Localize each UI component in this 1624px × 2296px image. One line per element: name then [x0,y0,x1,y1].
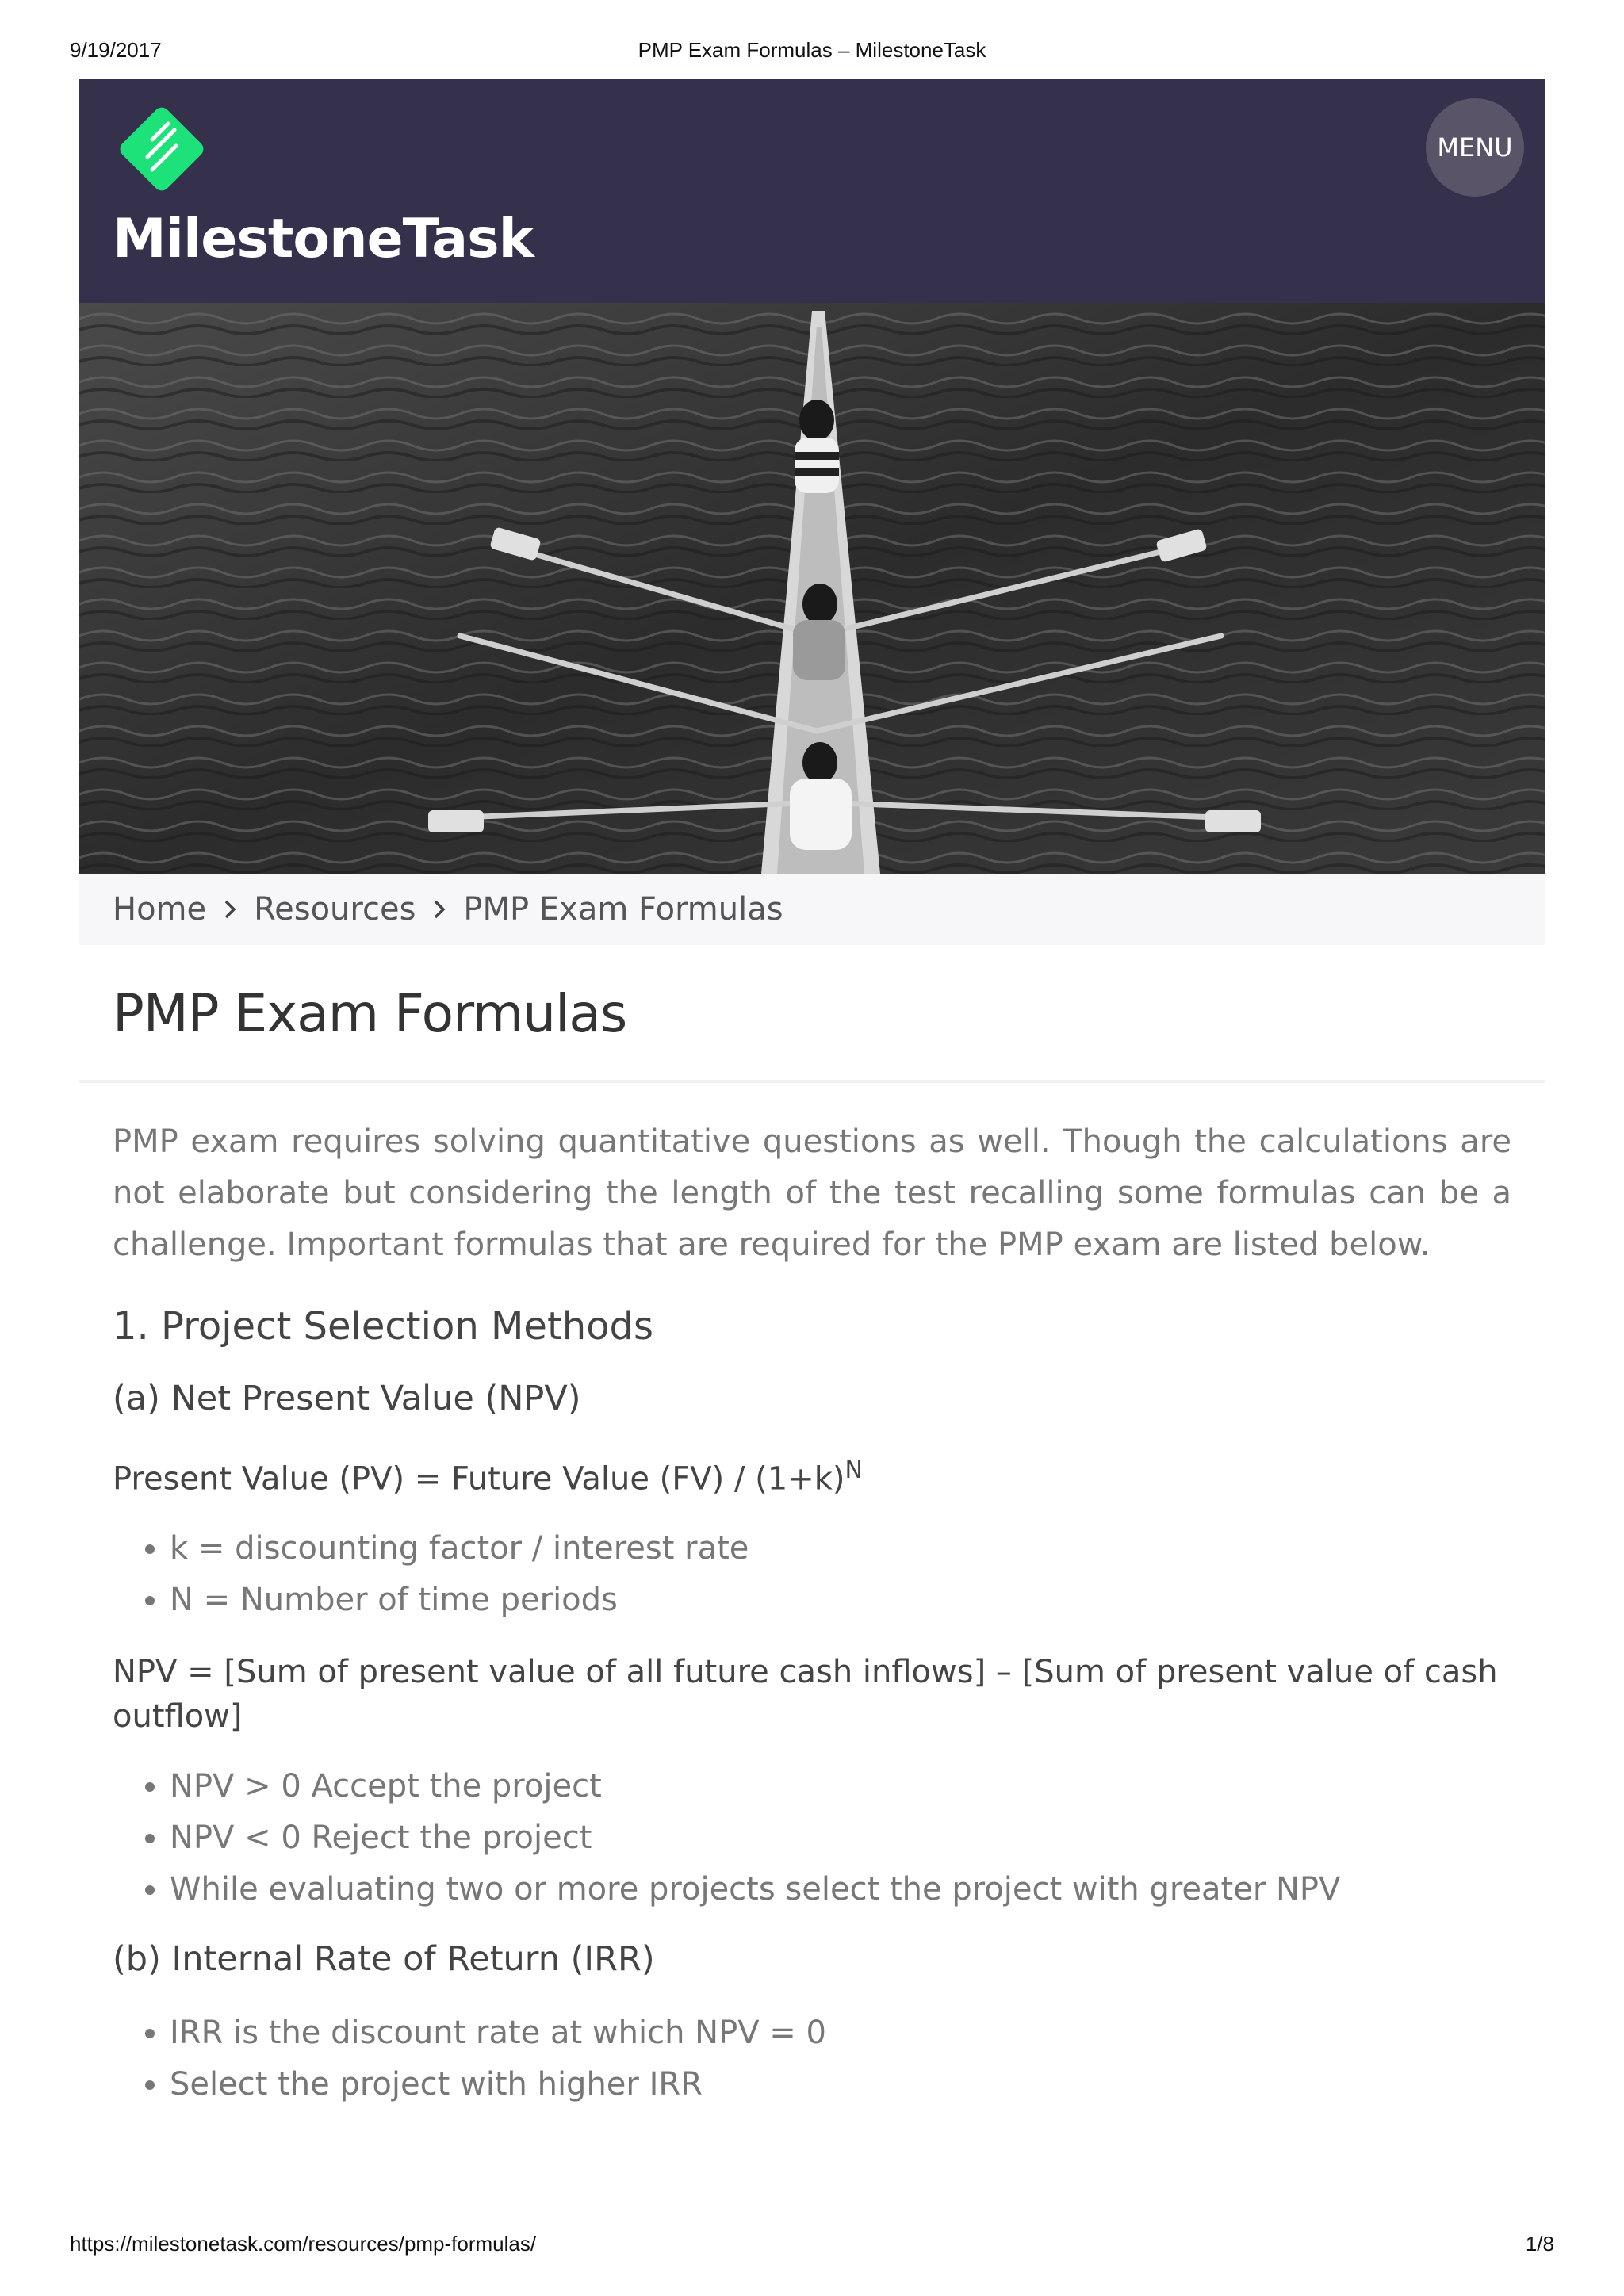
milestonetask-logo-icon[interactable] [111,98,213,200]
article-content [79,1116,1545,2110]
print-date: 9/19/2017 [70,38,162,62]
breadcrumb-current: PMP Exam Formulas [463,891,783,928]
print-url: https://milestonetask.com/resources/pmp-formulas/ [70,2232,537,2256]
list-item: • While evaluating two or more projects select the project with greater NPV [170,1864,1511,1915]
list-item: • N = Number of time periods [170,1575,1511,1626]
section-heading: 1. Project Selection Methods [113,1304,654,1349]
print-page-number: 1/8 [1525,2232,1554,2256]
breadcrumb-home[interactable]: Home [113,891,207,928]
print-title: PMP Exam Formulas – MilestoneTask [638,38,986,62]
print-header [0,38,1624,70]
list-item: • IRR is the discount rate at which NPV = 0 [170,2007,1511,2059]
title-divider [79,1080,1545,1083]
chevron-right-icon [206,899,254,920]
intro-paragraph: PMP exam requires solving quantitative questions as well. Though the calculations are not elaborate but considering the length of the test recalling some formulas can be a challenge. Important formulas that are required for the PMP exam are listed below. [113,1123,1511,1263]
breadcrumb [79,874,1545,945]
pv-formula [113,1448,1511,1501]
pv-exponent: N [845,1456,863,1484]
irr-bullet-list [113,2007,1511,2110]
chevron-right-icon [416,899,463,920]
irr-heading: (b) Internal Rate of Return (IRR) [113,1939,655,1980]
list-item: • Select the project with higher IRR [170,2059,1511,2110]
site [79,79,1545,2110]
page-title: PMP Exam Formulas [113,983,627,1044]
list-item: • NPV < 0 Reject the project [170,1812,1511,1864]
list-item: • NPV > 0 Accept the project [170,1761,1511,1812]
breadcrumb-resources[interactable]: Resources [254,891,416,928]
print-footer [0,2232,1624,2263]
menu-button[interactable]: MENU [1426,98,1524,197]
hero-image [79,303,1545,874]
pv-formula-text: Present Value (PV) = Future Value (FV) / (1+k) [113,1460,845,1498]
npv-heading: (a) Net Present Value (NPV) [113,1379,581,1418]
site-name[interactable]: MilestoneTask [113,208,534,270]
npv-bullet-list [113,1761,1511,1915]
list-item: • k = discounting factor / interest rate [170,1523,1511,1575]
npv-formula: NPV = [Sum of present value of all future cash inflows] – [Sum of present value of cash outflow] [113,1654,1498,1735]
site-header [79,79,1545,303]
pv-bullet-list [113,1523,1511,1626]
